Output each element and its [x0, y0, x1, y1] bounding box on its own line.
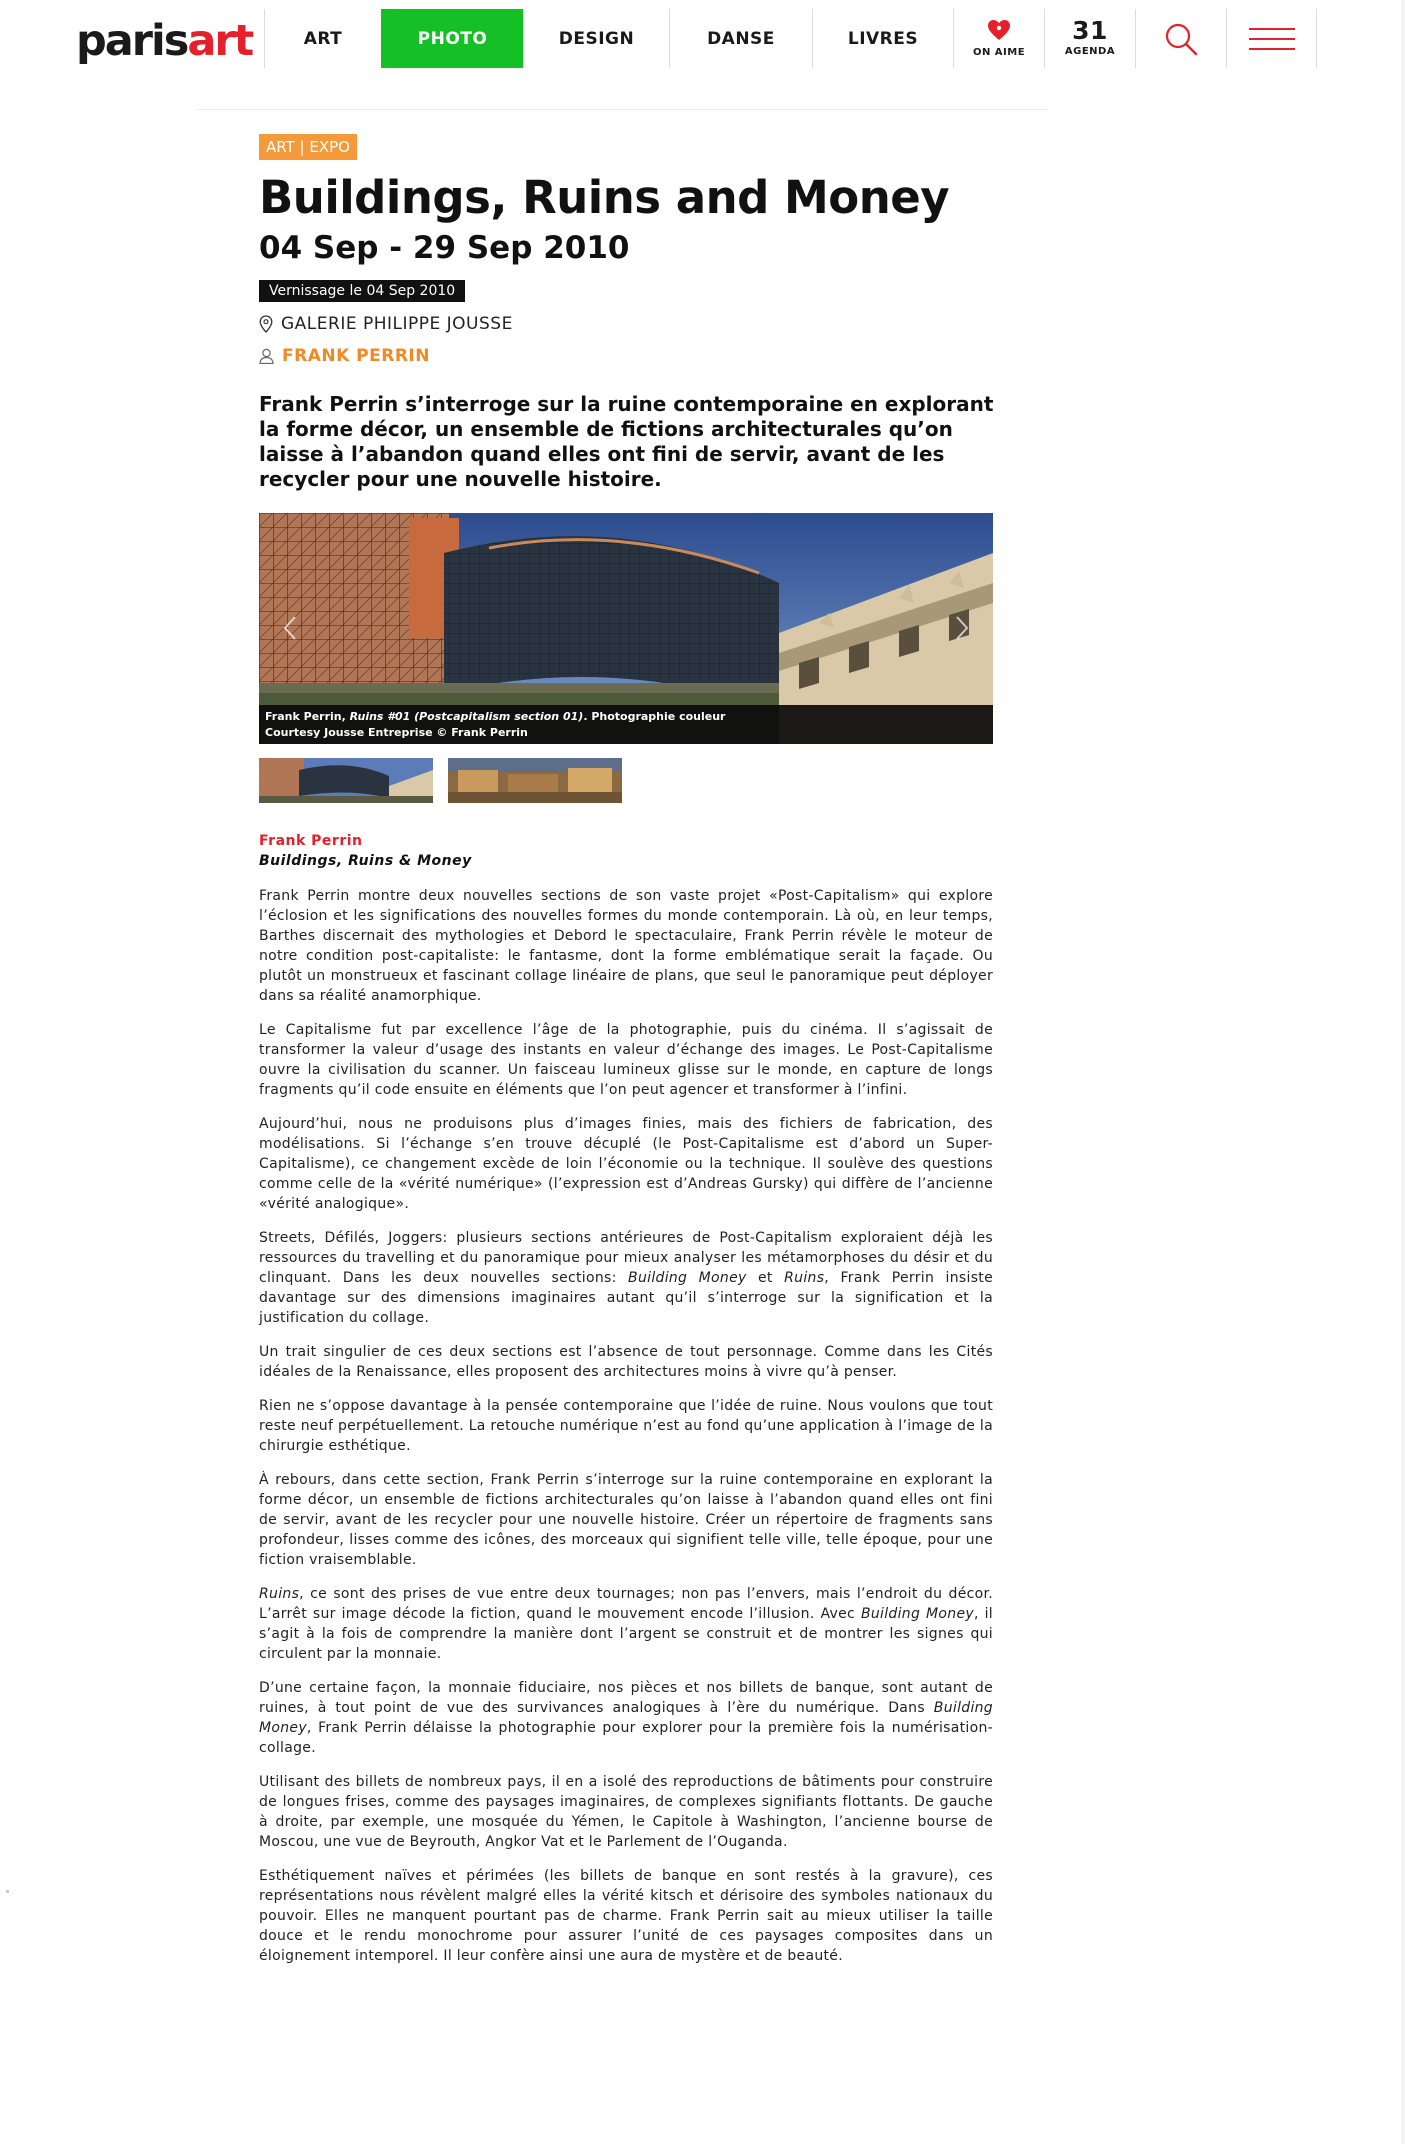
main-nav	[264, 9, 1317, 68]
nav-photo[interactable]: PHOTO	[381, 9, 523, 68]
paragraph: Le Capitalisme fut par excellence l’âge de la photographie, puis du cinéma. Il s’agissait de transformer la valeur d’usage des instants en valeur d’échange des images. Le Post-Capitalisme ouvre la civilisation du scanner. Un faisceau lumineux glisse sur le monde, en capture de longs fragments qu’il code ensuite en éléments que l’on peut agencer et transformer à l’infini.	[259, 1022, 993, 1098]
menu-button[interactable]	[1226, 9, 1317, 68]
caption-medium: . Photographie couleur	[583, 710, 726, 723]
next-slide-arrow-icon[interactable]	[949, 613, 973, 643]
logo-part-art: art	[187, 16, 253, 66]
person-icon	[259, 348, 274, 364]
article-subtitle: Buildings, Ruins & Money	[259, 853, 472, 869]
site-logo[interactable]	[76, 16, 253, 66]
work-title: Building Money	[860, 1606, 974, 1622]
slider-thumbnails	[259, 758, 622, 803]
paragraph: Utilisant des billets de nombreux pays, il en a isolé des reproductions de bâtiments pour construire de longues frises, comme des paysages imaginaires, de complexes signifiants flottants. De gauche à droite, par exemple, une mosquée du Yémen, le Capitole à Washington, l’ancienne bourse de Moscou, une vue de Beyrouth, Angkor Vat et le Parlement de l’Ouganda.	[259, 1774, 993, 1850]
thumbnail-1[interactable]	[259, 758, 433, 803]
nav-danse[interactable]: DANSE	[669, 9, 812, 68]
paragraph	[259, 1228, 993, 1328]
article-byline[interactable]: Frank Perrin	[259, 833, 363, 849]
article-lead: Frank Perrin s’interroge sur la ruine contemporaine en explorant la forme décor, un ensemble de fictions architecturales qu’on laisse à l’abandon quand elles ont fini de servir, avant de les recycler pour une nouvelle histoire.	[259, 392, 994, 491]
nav-agenda[interactable]	[1044, 9, 1135, 68]
paragraph: Frank Perrin montre deux nouvelles sections de son vaste projet «Post-Capitalism» qui explore l’éclosion et les significations des nouvelles formes du monde contemporain. Là où, en leur temps, Barthes discernait des mythologies et Debord le spectaculaire, Frank Perrin révèle le moteur de notre condition post-capitaliste: le fantasme, dont la forme emblématique serait la façade. Ou plutôt un monstrueux et fascinant collage linéaire de plans, que seul le panoramique peut déployer dans sa réalité anamorphique.	[259, 888, 993, 1004]
thumbnail-2[interactable]	[448, 758, 622, 803]
article-title: Buildings, Ruins and Money	[259, 171, 950, 224]
article-body	[259, 886, 993, 1980]
exhibition-dates: 04 Sep - 29 Sep 2010	[259, 230, 630, 266]
logo-part-paris: paris	[76, 16, 188, 66]
paragraph	[259, 1678, 993, 1758]
vernissage-badge: Vernissage le 04 Sep 2010	[259, 280, 465, 302]
heart-icon	[987, 19, 1011, 41]
on-aime-label: ON AIME	[972, 47, 1026, 58]
paragraph	[259, 1584, 993, 1664]
slider-caption	[259, 705, 993, 744]
agenda-number: 31	[1072, 16, 1108, 45]
category-tag[interactable]: ART | EXPO	[259, 134, 357, 160]
search-button[interactable]	[1135, 9, 1226, 68]
search-icon	[1163, 21, 1199, 57]
paragraph: Rien ne s’oppose davantage à la pensée contemporaine que l’idée de ruine. Nous voulons que tout reste neuf perpétuellement. La retouche numérique n’est au fond qu’une application à l’image de la chirurgie esthétique.	[259, 1398, 993, 1454]
previous-slide-arrow-icon[interactable]	[279, 613, 303, 643]
nav-design[interactable]: DESIGN	[523, 9, 669, 68]
hamburger-menu-icon	[1249, 28, 1295, 50]
site-header	[0, 0, 1405, 68]
nav-on-aime[interactable]	[953, 9, 1044, 68]
paragraph: Un trait singulier de ces deux sections est l’absence de tout personnage. Comme dans les Cités idéales de la Renaissance, elles proposent des architectures moins à vivre qu’à penser.	[259, 1344, 993, 1380]
gallery-line[interactable]	[259, 314, 513, 334]
nav-livres[interactable]: LIVRES	[812, 9, 953, 68]
text-run: , ce sont des prises de vue entre deux tournages; non pas l’envers, mais l’endroit du décor. L’arrêt sur image décode la fiction, quand le mouvement encode l’illusion. Avec	[259, 1586, 993, 1622]
text-run: , il s’agit à la fois de comprendre la manière dont l’argent se construit et de montrer les signes qui circulent par la monnaie.	[259, 1606, 993, 1662]
location-pin-icon	[259, 315, 273, 333]
paragraph: À rebours, dans cette section, Frank Perrin s’interroge sur la ruine contemporaine en explorant la forme décor, un ensemble de fictions architecturales qu’on laisse à l’abandon quand elles ont fini de servir, avant de les recycler pour une nouvelle histoire. Créer un répertoire de fragments sans profondeur, lisses comme des icônes, des morceaux qui signifient telle ville, telle époque, pour une fiction vraisemblable.	[259, 1472, 993, 1568]
image-slider[interactable]	[259, 513, 993, 744]
work-title: Ruins	[259, 1586, 300, 1602]
artist-name: FRANK PERRIN	[282, 346, 430, 366]
caption-line-1	[265, 709, 987, 725]
work-title: Building Money	[259, 1700, 993, 1736]
header-divider	[196, 109, 1048, 110]
work-title: Ruins	[784, 1270, 825, 1286]
paragraph: Esthétiquement naïves et périmées (les billets de banque en sont restés à la gravure), ces représentations nous révèlent malgré elles la vérité kitsch et dérisoire des symboles nationaux du pouvoir. Elles ne manquent pourtant pas de charme. Frank Perrin sait au mieux utiliser la taille douce et le rendu monochrome pour assurer l’unité de ces paysages composites dans un éloignement intemporel. Il leur confère ainsi une aura de mystère et de beauté.	[259, 1868, 993, 1964]
text-run: , Frank Perrin insiste davantage sur des dimensions imaginaires autant qu’il s’interroge sur la signification et la justification du collage.	[259, 1270, 993, 1326]
caption-credit: Courtesy Jousse Entreprise © Frank Perrin	[265, 726, 528, 739]
stray-dot	[6, 1890, 9, 1893]
caption-artist: Frank Perrin,	[265, 710, 350, 723]
artist-line[interactable]	[259, 346, 430, 366]
text-run: et	[746, 1270, 785, 1286]
scrollbar-track[interactable]	[1401, 0, 1405, 2144]
agenda-label: AGENDA	[1064, 46, 1116, 57]
gallery-name: GALERIE PHILIPPE JOUSSE	[281, 314, 513, 334]
text-run: Streets, Défilés, Joggers: plusieurs sections antérieures de Post-Capitalism exploraient déjà les ressources du travelling et du panoramique pour mieux analyser les métamorphoses du désir et du clinquant. Dans les deux nouvelles sections:	[259, 1230, 993, 1286]
caption-work: Ruins #01 (Postcapitalism section 01)	[349, 710, 584, 723]
work-title: Building Money	[628, 1270, 747, 1286]
nav-art[interactable]: ART	[264, 9, 381, 68]
paragraph: Aujourd’hui, nous ne produisons plus d’images finies, mais des fichiers de fabrication, des modélisations. Si l’échange s’en trouve décuplé (le Post-Capitalisme est d’abord un Super-Capitalisme), ce changement excède de loin l’économie ou la technique. Il soulève des questions comme celle de la «vérité numérique» (l’expression est d’Andreas Gursky) qui diffère de l’ancienne «vérité analogique».	[259, 1116, 993, 1212]
text-run: , Frank Perrin délaisse la photographie pour explorer pour la première fois la numérisation-collage.	[259, 1720, 993, 1756]
text-run: D’une certaine façon, la monnaie fiduciaire, nos pièces et nos billets de banque, sont autant de ruines, à tout point de vue des survivances analogiques à l’ère du numérique. Dans	[259, 1680, 993, 1716]
